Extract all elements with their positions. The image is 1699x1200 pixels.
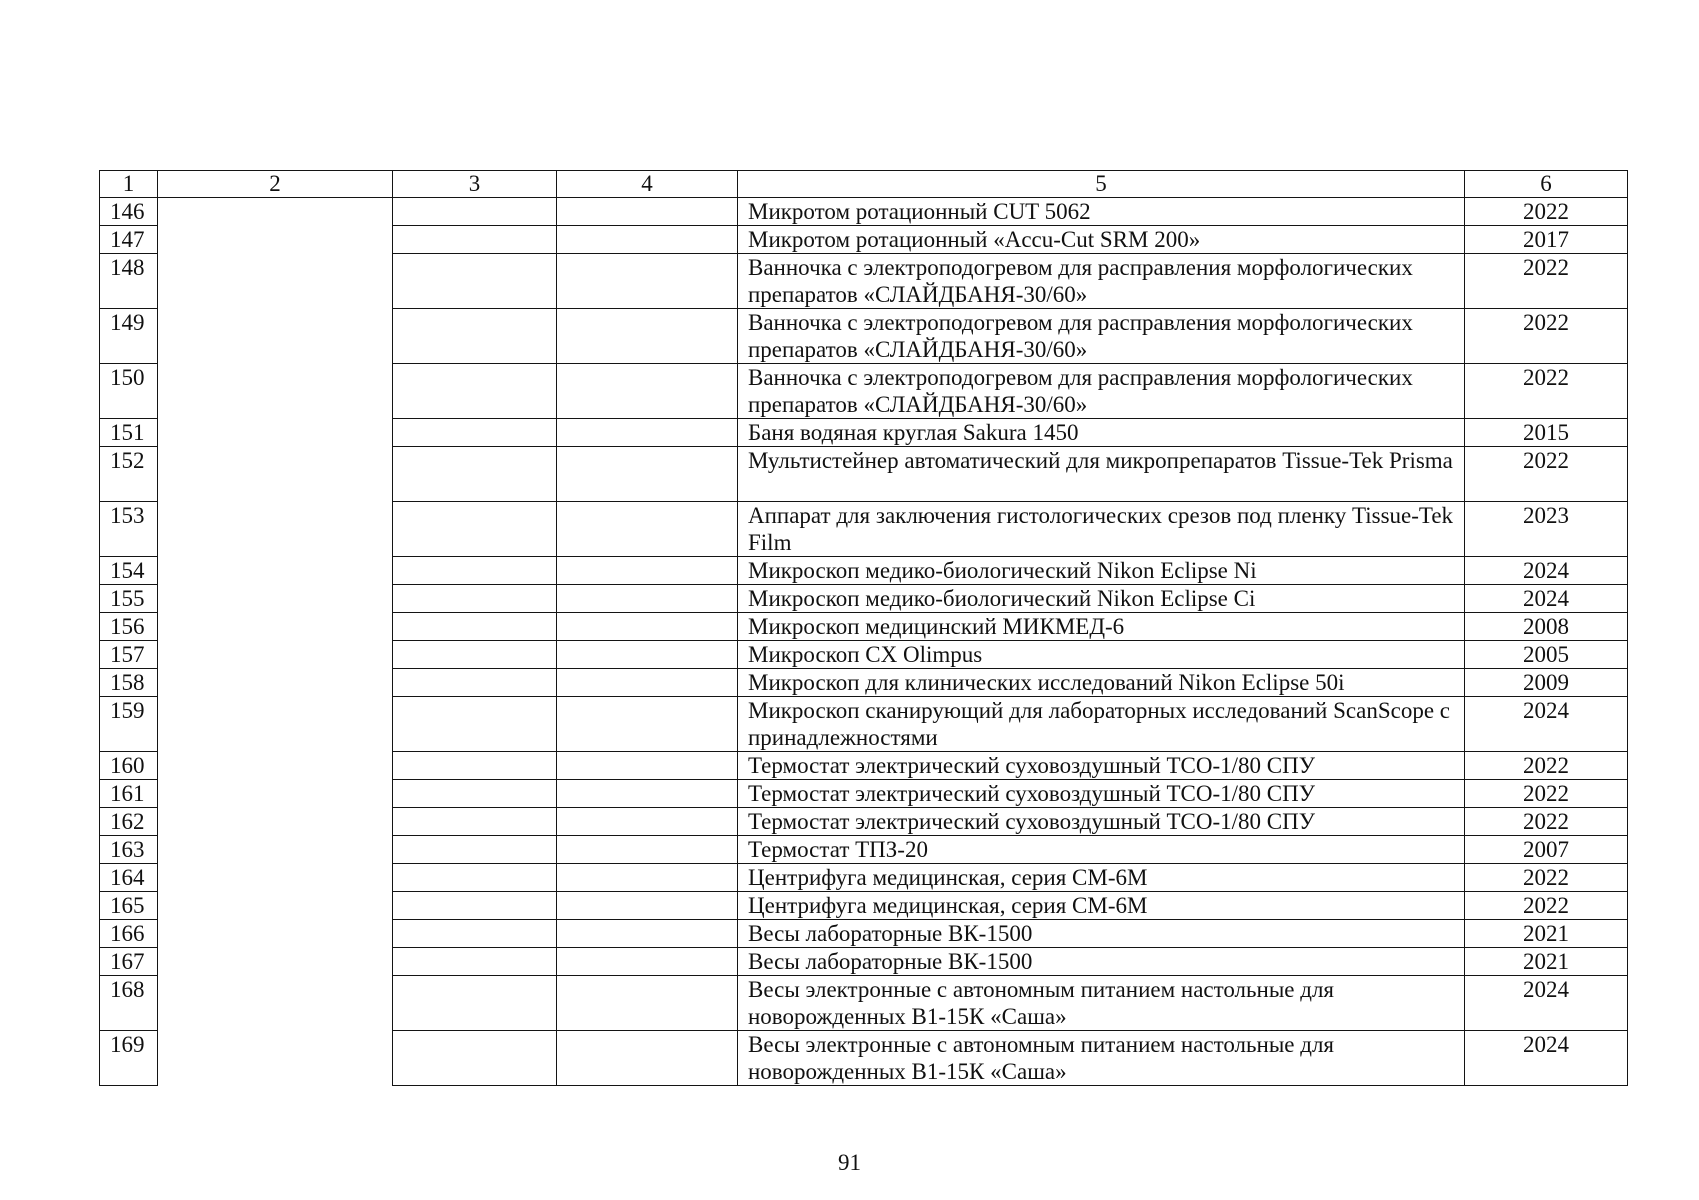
empty-cell-col4 (557, 920, 738, 948)
merged-empty-cell-col2 (158, 198, 393, 1086)
equipment-year: 2024 (1465, 697, 1628, 752)
equipment-year: 2021 (1465, 920, 1628, 948)
equipment-name: Баня водяная круглая Sakura 1450 (738, 419, 1465, 447)
column-header-4: 4 (557, 171, 738, 198)
empty-cell-col4 (557, 864, 738, 892)
equipment-name: Микротом ротационный CUT 5062 (738, 198, 1465, 226)
empty-cell-col3 (393, 669, 557, 697)
equipment-name: Термостат электрический суховоздушный ТСО-1/80 СПУ (738, 808, 1465, 836)
equipment-name: Весы лабораторные ВК-1500 (738, 920, 1465, 948)
row-number: 159 (100, 697, 158, 752)
equipment-year: 2024 (1465, 557, 1628, 585)
empty-cell-col3 (393, 585, 557, 613)
row-number: 147 (100, 226, 158, 254)
row-number: 153 (100, 502, 158, 557)
equipment-year: 2007 (1465, 836, 1628, 864)
row-number: 150 (100, 364, 158, 419)
equipment-name: Микроскоп медицинский МИКМЕД-6 (738, 613, 1465, 641)
equipment-year: 2008 (1465, 613, 1628, 641)
row-number: 162 (100, 808, 158, 836)
empty-cell-col4 (557, 254, 738, 309)
empty-cell-col3 (393, 697, 557, 752)
equipment-year: 2017 (1465, 226, 1628, 254)
row-number: 167 (100, 948, 158, 976)
empty-cell-col3 (393, 447, 557, 502)
equipment-year: 2022 (1465, 752, 1628, 780)
row-number: 165 (100, 892, 158, 920)
row-number: 146 (100, 198, 158, 226)
empty-cell-col4 (557, 808, 738, 836)
empty-cell-col3 (393, 364, 557, 419)
equipment-name: Микротом ротационный «Accu-Cut SRM 200» (738, 226, 1465, 254)
empty-cell-col4 (557, 585, 738, 613)
equipment-year: 2021 (1465, 948, 1628, 976)
empty-cell-col3 (393, 613, 557, 641)
row-number: 164 (100, 864, 158, 892)
equipment-name: Центрифуга медицинская, серия СМ-6М (738, 864, 1465, 892)
equipment-year: 2022 (1465, 309, 1628, 364)
row-number: 160 (100, 752, 158, 780)
empty-cell-col4 (557, 502, 738, 557)
empty-cell-col4 (557, 226, 738, 254)
empty-cell-col3 (393, 198, 557, 226)
equipment-name: Микроскоп сканирующий для лабораторных исследований ScanScope с принадлежностями (738, 697, 1465, 752)
equipment-name: Термостат электрический суховоздушный ТСО-1/80 СПУ (738, 752, 1465, 780)
empty-cell-col3 (393, 254, 557, 309)
equipment-name: Ванночка с электроподогревом для расправления морфологических препаратов «СЛАЙДБАНЯ-30/60» (738, 254, 1465, 309)
empty-cell-col3 (393, 780, 557, 808)
empty-cell-col4 (557, 419, 738, 447)
table-row (100, 198, 1628, 226)
equipment-name: Микроскоп медико-биологический Nikon Eclipse Ci (738, 585, 1465, 613)
empty-cell-col4 (557, 752, 738, 780)
equipment-name: Ванночка с электроподогревом для расправления морфологических препаратов «СЛАЙДБАНЯ-30/60» (738, 309, 1465, 364)
row-number: 169 (100, 1031, 158, 1086)
empty-cell-col3 (393, 557, 557, 585)
empty-cell-col3 (393, 1031, 557, 1086)
equipment-name: Микроскоп медико-биологический Nikon Eclipse Ni (738, 557, 1465, 585)
table-header-row (100, 171, 1628, 198)
equipment-name: Ванночка с электроподогревом для расправления морфологических препаратов «СЛАЙДБАНЯ-30/60» (738, 364, 1465, 419)
empty-cell-col4 (557, 198, 738, 226)
empty-cell-col4 (557, 447, 738, 502)
empty-cell-col4 (557, 309, 738, 364)
equipment-year: 2022 (1465, 254, 1628, 309)
equipment-name: Весы лабораторные ВК-1500 (738, 948, 1465, 976)
table-body (100, 198, 1628, 1086)
empty-cell-col3 (393, 948, 557, 976)
equipment-name: Термостат ТПЗ-20 (738, 836, 1465, 864)
empty-cell-col3 (393, 309, 557, 364)
row-number: 163 (100, 836, 158, 864)
equipment-year: 2024 (1465, 585, 1628, 613)
row-number: 148 (100, 254, 158, 309)
empty-cell-col3 (393, 808, 557, 836)
empty-cell-col3 (393, 892, 557, 920)
row-number: 166 (100, 920, 158, 948)
row-number: 154 (100, 557, 158, 585)
row-number: 151 (100, 419, 158, 447)
equipment-year: 2022 (1465, 808, 1628, 836)
equipment-name: Весы электронные с автономным питанием настольные для новорожденных В1-15К «Саша» (738, 976, 1465, 1031)
column-header-3: 3 (393, 171, 557, 198)
row-number: 152 (100, 447, 158, 502)
row-number: 161 (100, 780, 158, 808)
equipment-year: 2022 (1465, 864, 1628, 892)
empty-cell-col3 (393, 836, 557, 864)
empty-cell-col4 (557, 613, 738, 641)
row-number: 168 (100, 976, 158, 1031)
empty-cell-col4 (557, 976, 738, 1031)
equipment-year: 2009 (1465, 669, 1628, 697)
empty-cell-col4 (557, 836, 738, 864)
empty-cell-col3 (393, 419, 557, 447)
column-header-5: 5 (738, 171, 1465, 198)
empty-cell-col3 (393, 641, 557, 669)
empty-cell-col3 (393, 752, 557, 780)
empty-cell-col4 (557, 948, 738, 976)
equipment-year: 2024 (1465, 1031, 1628, 1086)
row-number: 157 (100, 641, 158, 669)
empty-cell-col3 (393, 502, 557, 557)
equipment-name: Аппарат для заключения гистологических срезов под пленку Tissue-Tek Film (738, 502, 1465, 557)
equipment-year: 2022 (1465, 198, 1628, 226)
empty-cell-col4 (557, 641, 738, 669)
empty-cell-col4 (557, 780, 738, 808)
equipment-year: 2022 (1465, 447, 1628, 502)
empty-cell-col4 (557, 1031, 738, 1086)
empty-cell-col3 (393, 226, 557, 254)
column-header-1: 1 (100, 171, 158, 198)
page-number: 91 (838, 1150, 861, 1175)
equipment-name: Микроскоп для клинических исследований Nikon Eclipse 50i (738, 669, 1465, 697)
equipment-name: Микроскоп CX Olimpus (738, 641, 1465, 669)
column-header-6: 6 (1465, 171, 1628, 198)
equipment-name: Весы электронные с автономным питанием настольные для новорожденных В1-15К «Саша» (738, 1031, 1465, 1086)
row-number: 156 (100, 613, 158, 641)
equipment-name: Центрифуга медицинская, серия СМ-6М (738, 892, 1465, 920)
equipment-year: 2023 (1465, 502, 1628, 557)
column-header-2: 2 (158, 171, 393, 198)
empty-cell-col4 (557, 697, 738, 752)
empty-cell-col3 (393, 864, 557, 892)
equipment-table (99, 170, 1628, 1086)
row-number: 155 (100, 585, 158, 613)
empty-cell-col4 (557, 364, 738, 419)
empty-cell-col4 (557, 892, 738, 920)
equipment-year: 2005 (1465, 641, 1628, 669)
equipment-year: 2024 (1465, 976, 1628, 1031)
equipment-year: 2022 (1465, 892, 1628, 920)
empty-cell-col4 (557, 557, 738, 585)
equipment-name: Мультистейнер автоматический для микропрепаратов Tissue-Tek Prisma (738, 447, 1465, 502)
row-number: 158 (100, 669, 158, 697)
equipment-year: 2022 (1465, 364, 1628, 419)
equipment-year: 2022 (1465, 780, 1628, 808)
empty-cell-col3 (393, 920, 557, 948)
equipment-year: 2015 (1465, 419, 1628, 447)
empty-cell-col4 (557, 669, 738, 697)
row-number: 149 (100, 309, 158, 364)
empty-cell-col3 (393, 976, 557, 1031)
equipment-name: Термостат электрический суховоздушный ТСО-1/80 СПУ (738, 780, 1465, 808)
